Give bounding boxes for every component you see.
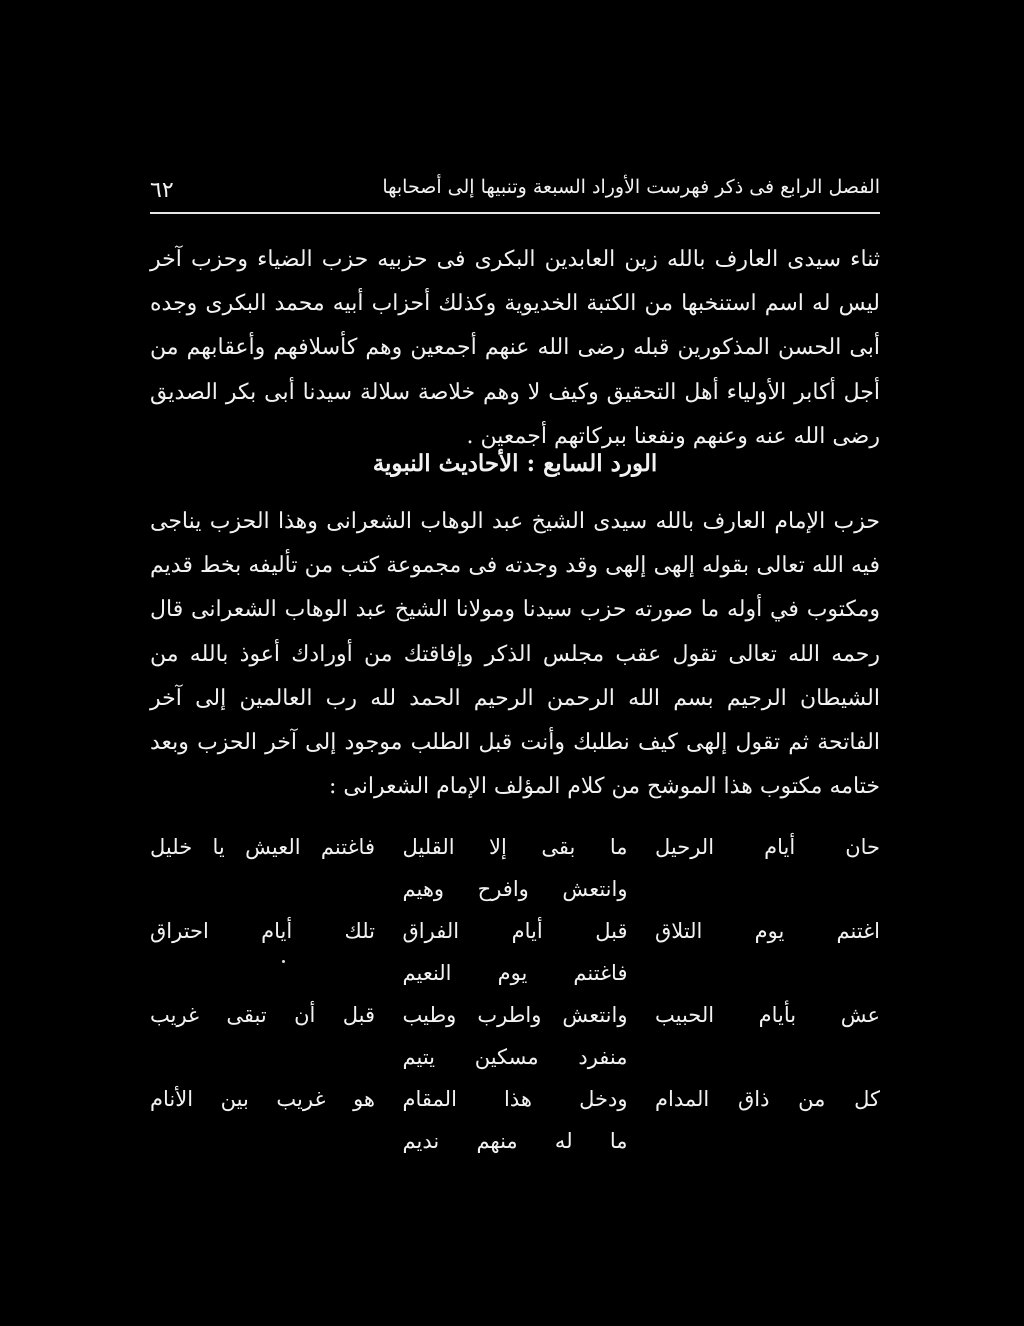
poem-verse [150, 910, 880, 952]
hemistich: كل من ذاق المدام [655, 1087, 880, 1111]
hemistich: تلك أيام احتراق [150, 919, 375, 943]
text-line: قديم ومكتوب في أوله ما صورته حزب سيدنا ومولانا الشيخ عبد الوهاب الشعرانى [150, 553, 880, 623]
hemistich: حان أيام الرحيل [655, 835, 880, 859]
running-title: الفصل الرابع فى ذكر فهرست الأوراد السبعة وتنبيها إلى أصحابها [382, 176, 880, 198]
hemistich: ودخل هذا المقام [402, 1087, 628, 1111]
hemistich: هو غريب بين الأنام [150, 1087, 375, 1111]
text-line: مكتوب هذا الموشح من كلام المؤلف الإمام الشعرانى : [329, 774, 823, 800]
header-rule [150, 212, 880, 214]
hemistich: وانتعش واطرب وطيب [402, 1003, 628, 1027]
refrain-line: فاغتنم يوم النعيم [402, 961, 628, 985]
poem-refrain [150, 952, 880, 994]
ink-dot [282, 960, 285, 963]
section-heading: الورد السابع : الأحاديث النبوية [372, 450, 658, 477]
refrain-line: ما له منهم نديم [402, 1129, 628, 1153]
poem-verse [150, 1078, 880, 1120]
text-line: من أجل أكابر الأولياء أهل التحقيق وكيف لا وهم خلاصة سلالة سيدنا أبى بكر [150, 335, 880, 405]
refrain-line: منفرد مسكين يتيم [402, 1045, 628, 1069]
text-line: قال رحمه الله تعالى تقول عقب مجلس الذكر وإفاقتك من أورادك أعوذ بالله من [150, 597, 880, 667]
text-line: يناجى فيه الله تعالى بقوله إلهى إلهى وقد وجدته فى مجموعة كتب من تأليفه بخط [150, 509, 880, 579]
refrain-line: وانتعش وافرح وهيم [402, 877, 628, 901]
intro-paragraph [150, 238, 880, 459]
page-number: ٦٢ [150, 178, 174, 203]
poem [150, 826, 880, 1162]
hemistich: اغتنم يوم التلاق [655, 919, 880, 943]
hemistich: قبل أن تبقى غريب [150, 1003, 375, 1027]
text-line: وجده أبى الحسن المذكورين قبله رضى الله عنهم أجمعين وهم كأسلافهم وأعقابهم [150, 291, 880, 361]
hemistich: ما بقى إلا القليل [402, 835, 628, 859]
poem-verse [150, 994, 880, 1036]
poem-refrain [150, 868, 880, 910]
text-line: ثناء سيدى العارف بالله زين العابدين البكرى فى حزبيه حزب الضياء وحزب [190, 247, 880, 272]
running-header [150, 176, 880, 206]
hemistich: فاغتنم العيش يا خليل [150, 835, 375, 859]
body-paragraph [150, 500, 880, 809]
text-line: آخر ليس له اسم استنخبها من الكتبة الخديوية وكذلك أحزاب أبيه محمد البكرى [150, 247, 880, 317]
poem-verse [150, 826, 880, 868]
text-line: تقول إلهى كيف نطلبك وأنت قبل الطلب موجود إلى آخر الحزب وبعد ختامه [150, 730, 880, 800]
text-line: حزب الإمام العارف بالله سيدى الشيخ عبد الوهاب الشعرانى وهذا الحزب [209, 509, 880, 534]
hemistich: قبل أيام الفراق [402, 919, 628, 943]
poem-refrain [150, 1036, 880, 1078]
text-line: الشيطان الرجيم بسم الله الرحمن الرحيم الحمد لله رب العالمين إلى آخر الفاتحة ثم [150, 685, 880, 756]
poem-refrain [150, 1120, 880, 1162]
text-line: الصديق رضى الله عنه وعنهم ونفعنا ببركاتهم أجمعين . [150, 379, 880, 449]
hemistich: عش بأيام الحبيب [655, 1003, 880, 1027]
